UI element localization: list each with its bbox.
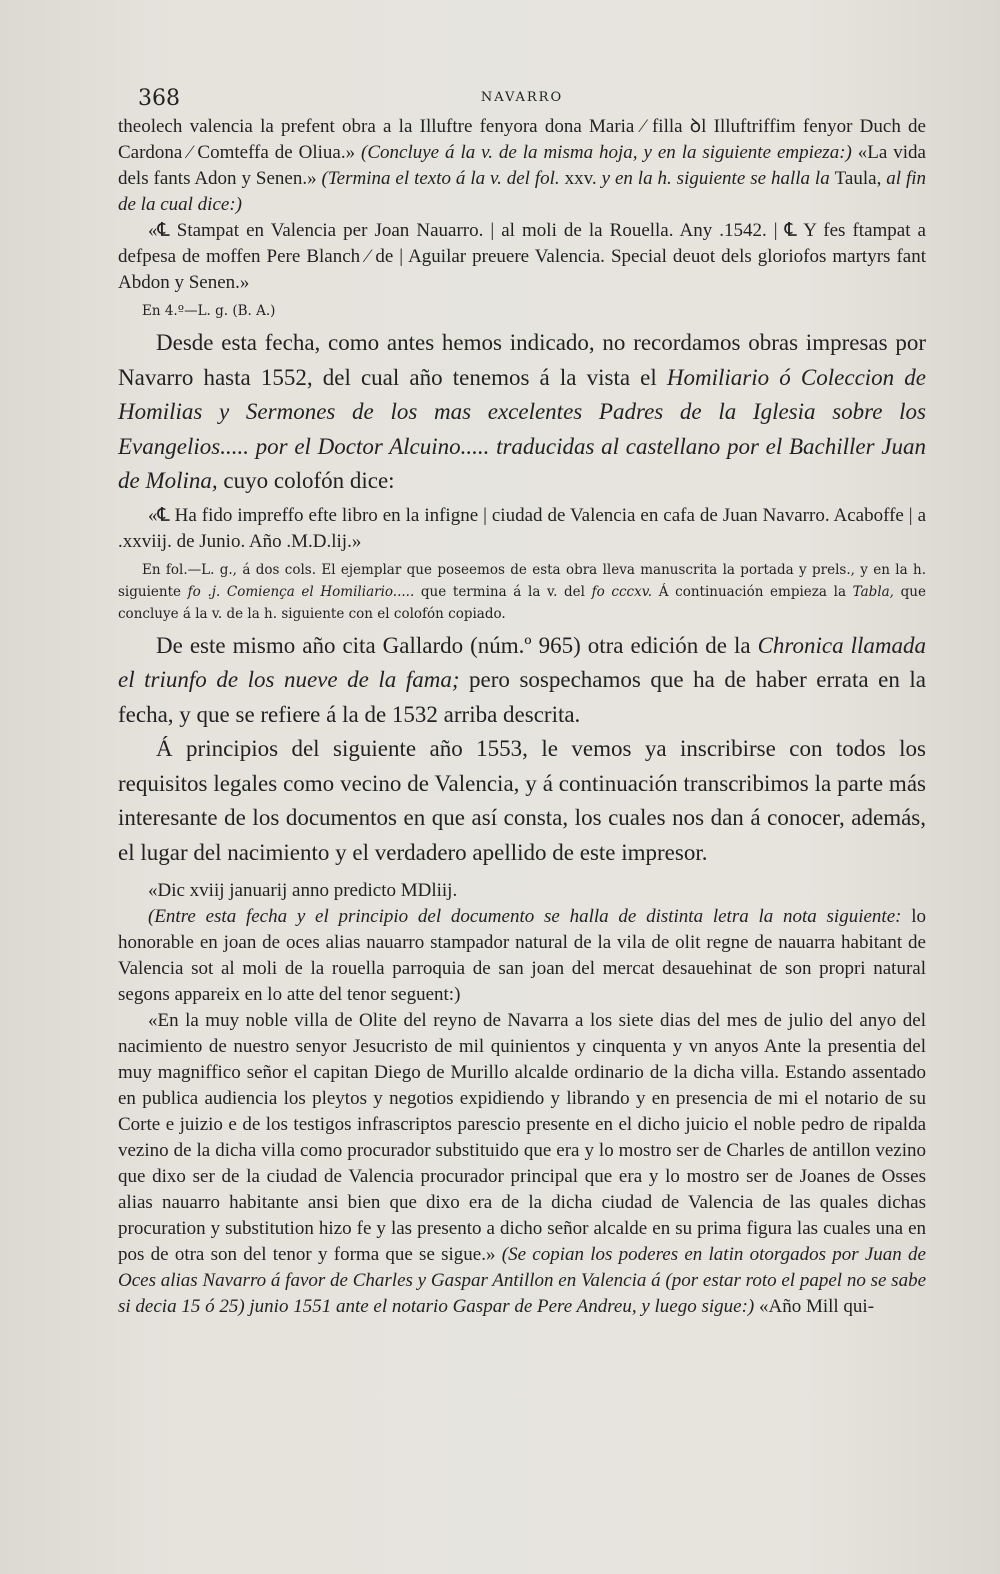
paragraph [118, 326, 926, 499]
text-segment: En 4.º—L. g. (B. A.) [142, 303, 276, 319]
page-header [118, 86, 926, 110]
italic-segment: y en la h. siguiente se halla la [596, 168, 835, 189]
italic-segment: (Concluye á la v. de la misma hoja, y en la siguiente empieza:) [361, 142, 852, 163]
paragraph [118, 904, 926, 1008]
italic-segment: Chronica llamada el triunfo de los nueve de la fama; [118, 632, 927, 692]
paragraph [118, 732, 926, 870]
text-segment: Á principios del siguiente año 1553, le vemos ya inscribirse con todos los requisitos legales como vecino de Valencia, y á continuación transcribimos la parte más interesante de los documentos en que así consta, los cuales nos dan á conocer, además, el lugar del nacimiento y el verdadero apellido de este impresor. [118, 736, 926, 865]
text-segment: «Dic xviij januarij anno predicto MDliij. [148, 880, 458, 901]
text-segment: lo honorable en joan de oces alias nauarro stampador natural de la vila de olit regne de nauarra habitant de Valencia sot al moli de la rouella parroquia de san joan del mercat desauehinat de son propri natural segons appareix en lo atte del tenor seguent:) [118, 906, 927, 1005]
text-segment: «La vida dels fants Adon y Senen.» [118, 142, 926, 189]
text-segment: «℄ Stampat en Valencia per Joan Nauarro. | al moli de la Rouella. Any .1542. | ℄ Y fes ftampat a defpesa de moffen Pere Blanch ⁄ de | Aguilar preuere Valencia. Special deuot dels gloriofos martyrs fant Abdon y Senen.» [118, 220, 926, 293]
italic-segment: (Entre esta fecha y el principio del documento se halla de distinta letra la nota siguiente: [148, 906, 902, 927]
text-segment: que termina á la v. del [414, 583, 592, 600]
text-segment: Á continuación empieza la [652, 583, 853, 600]
italic-segment: fo cccxv. [591, 583, 653, 600]
footnote [118, 559, 926, 625]
paragraph [118, 878, 926, 904]
italic-segment: Homiliario ó Coleccion de Homilias y Sermones de los mas excelentes Padres de la Iglesia sobre los Evangelios..... por el Doctor Alcuino..... traducidas al castellano por el Bachiller Juan de Molina, [118, 364, 927, 493]
text-segment: «En la muy noble villa de Olite del reyno de Navarra a los siete dias del mes de julio del anyo del nacimiento de nuestro senyor Jesucristo de mil quinientos y cinquenta y vn anyos Ante la presentia del muy magniffico señor el capitan Diego de Murillo alcalde ordinario de la dicha villa. Estando assentado en publica audiencia los pleytos y negotios expidiendo y librando y en presencia de mi el notario de su Corte e juizio e de los testigos infrascriptos parescio presente en el dicho juicio el noble pedro de ripalda vezino de la dicha villa como procurador substituido que era y lo mostro ser de Charles de antillon vezino que dixo ser de la ciudad de Valencia procurador principal que era y lo mostro ser de Joanes de Osses alias nauarro habitante ansi bien que dixo era de la dicha ciudad de Valencia de las quales dichas procuration y substitution hizo fe y las presento a dicho señor alcalde en su prima figura las cuales una en pos de otra son del tenor y forma que se sigue.» [118, 1010, 926, 1265]
running-head: NAVARRO [480, 90, 564, 105]
text-segment: xxv. [564, 168, 597, 189]
text-segment: Taula, [834, 168, 887, 189]
paragraph [118, 629, 926, 733]
text-segment: pero sospechamos que ha de haber errata en la fecha, y que se refiere á la de 1532 arriba descrita. [118, 667, 927, 727]
paragraph [118, 1008, 926, 1320]
paragraph [118, 114, 926, 218]
text-segment: De este mismo año cita Gallardo (núm.º 965) otra edición de la [156, 632, 758, 658]
text-body [118, 114, 926, 1320]
text-segment: En fol.—L. g., á dos cols. El ejemplar que poseemos de esta obra lleva manuscrita la portada y prels., y en la h. siguiente [118, 561, 926, 600]
text-segment: cuyo colofón dice: [217, 468, 395, 493]
paragraph [118, 503, 926, 555]
paragraph [118, 218, 926, 296]
text-segment: «℄ Ha fido impreffo efte libro en la infigne | ciudad de Valencia en cafa de Juan Navarro. Acaboffe | a .xxviij. de Junio. Año .M.D.lij.» [118, 504, 926, 552]
page-number: 368 [138, 86, 180, 111]
italic-segment: (Termina el texto á la v. del fol. [321, 168, 565, 189]
text-segment: Desde esta fecha, como antes hemos indicado, no recordamos obras impresas por Navarro hasta 1552, del cual año tenemos á la vista el [118, 330, 926, 390]
text-segment: «Año Mill qui- [754, 1296, 875, 1317]
italic-segment: al fin de la cual dice:) [118, 168, 927, 215]
italic-segment: Tabla, [852, 583, 894, 600]
italic-segment: (Se copian los poderes en latin otorgados por Juan de Oces alias Navarro á favor de Charles y Gaspar Antillon en Valencia á (por estar roto el papel no se sabe si decia 15 ó 25) junio 1551 ante el notario Gaspar de Pere Andreu, y luego sigue:) [118, 1244, 926, 1317]
footnote [118, 300, 926, 322]
text-segment: theolech valencia la prefent obra a la Illuftre fenyora dona Maria ⁄ filla ꝺl Illuftriffim fenyor Duch de Cardona ⁄ Comteffa de Oliua.» [118, 116, 926, 163]
text-segment: que concluye á la v. de la h. siguiente con el colofón copiado. [118, 583, 926, 622]
italic-segment: fo .j. Comiença el Homiliario..... [187, 583, 415, 600]
